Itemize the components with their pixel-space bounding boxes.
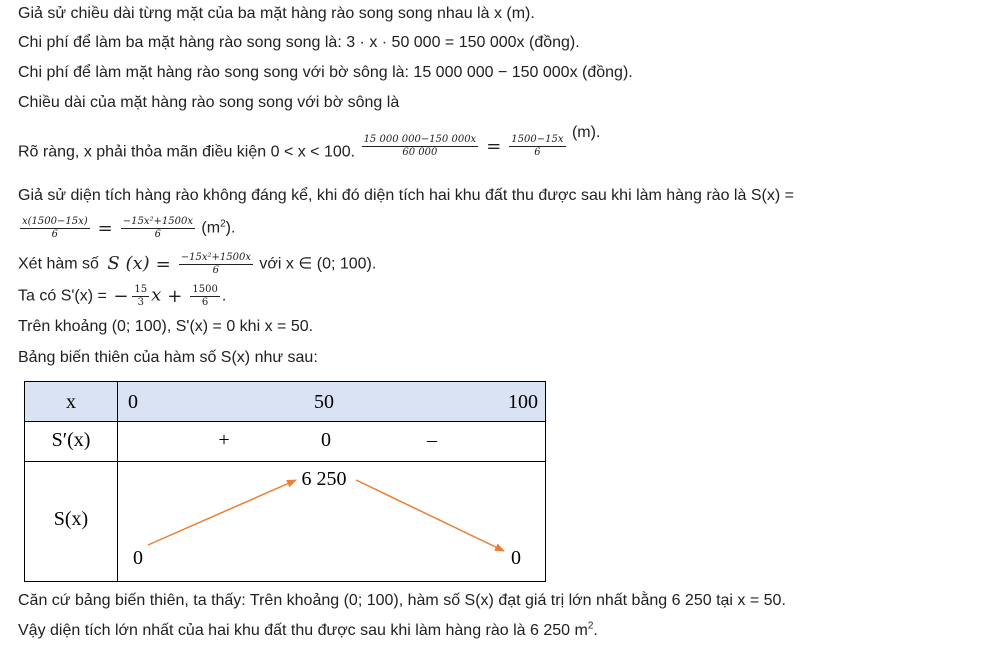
derivative-fraction-2: $\frac{1500}{6}$ — [192, 284, 218, 308]
x-value-100: 100 — [508, 391, 538, 413]
function-value-end: 0 — [511, 547, 521, 569]
increasing-arrow — [148, 480, 296, 545]
text-line-8: Xét hàm số S (x) = $\frac{\text{−15x²+1500x}}{6}$ với x ∈ (0; 100). — [18, 252, 377, 276]
area-fraction-1: $\frac{x(1500-15x)}{6}$ — [22, 216, 88, 240]
function-fraction: $\frac{\text{−15x²+1500x}}{6}$ — [180, 252, 251, 276]
text-line-5: Rõ ràng, x phải thỏa mãn điều kiện 0 < x < 100. $\frac{15 000 000-150 000x}{60 000}$ = $\frac{1500-15x}{6}$ (m). — [18, 123, 601, 161]
text-line-6: Giả sử diện tích hàng rào không đáng kể, khi đó diện tích hai khu đất thu được sau khi làm hàng rào là S(x) = — [18, 187, 794, 204]
text-line-10: Trên khoảng (0; 100), S'(x) = 0 khi x = 50. — [18, 318, 314, 335]
function-value-start: 0 — [133, 547, 143, 569]
x-value-50: 50 — [314, 391, 334, 413]
derivative-sign-minus: – — [427, 429, 437, 451]
text-line-12: Căn cứ bảng biến thiên, ta thấy: Trên khoảng (0; 100), hàm số S(x) đạt giá trị lớn nhất bằng 6 250 tại x = 50. — [18, 592, 786, 609]
condition-text: Rõ ràng, x phải thỏa mãn điều kiện 0 < x < 100. — [18, 143, 356, 161]
length-unit: (m). — [571, 123, 601, 141]
function-value-max: 6 250 — [301, 468, 347, 490]
row-label-x: x — [66, 391, 76, 413]
text-line-4: Chiều dài của mặt hàng rào song song với bờ sông là — [18, 94, 400, 111]
row-label-derivative: S′(x) — [51, 429, 91, 451]
text-line-1: Giả sử chiều dài từng mặt của ba mặt hàng rào song song nhau là x (m). — [18, 5, 535, 22]
length-fraction-1: $\frac{15 000 000-150 000x}{60 000}$ — [363, 134, 477, 158]
x-value-0: 0 — [128, 391, 138, 413]
text-line-7: $\frac{x(1500-15x)}{6}$ = $\frac{\text{−15x²+1500x}}{6}$ $(m^2)$. — [22, 216, 236, 240]
variation-table — [24, 381, 546, 582]
row-label-function: S(x) — [53, 508, 89, 530]
text-line-3: Chi phí để làm mặt hàng rào song song với bờ sông là: 15 000 000 − 150 000x (đồng). — [18, 64, 633, 81]
text-line-13: Vậy diện tích lớn nhất của hai khu đất thu được sau khi làm hàng rào là 6 250 $m^2$. — [18, 620, 598, 639]
text-line-11: Bảng biến thiên của hàm số S(x) như sau: — [18, 349, 318, 366]
length-fraction-2: $\frac{1500-15x}{6}$ — [511, 134, 564, 158]
derivative-sign-plus: + — [218, 429, 230, 451]
table-header-bg — [25, 382, 546, 422]
derivative-fraction-1: $\frac{15}{3}$ — [134, 284, 148, 308]
area-fraction-2: $\frac{\text{−15x²+1500x}}{6}$ — [122, 216, 193, 240]
decreasing-arrow — [356, 480, 504, 551]
text-line-2: Chi phí để làm ba mặt hàng rào song song là: 3 · x · 50 000 = 150 000x (đồng). — [18, 34, 580, 51]
derivative-zero: 0 — [321, 429, 331, 451]
text-line-9: Ta có S'(x) = − $\frac{15}{3}$ x + $\frac{1500}{6}$ . — [18, 284, 227, 308]
